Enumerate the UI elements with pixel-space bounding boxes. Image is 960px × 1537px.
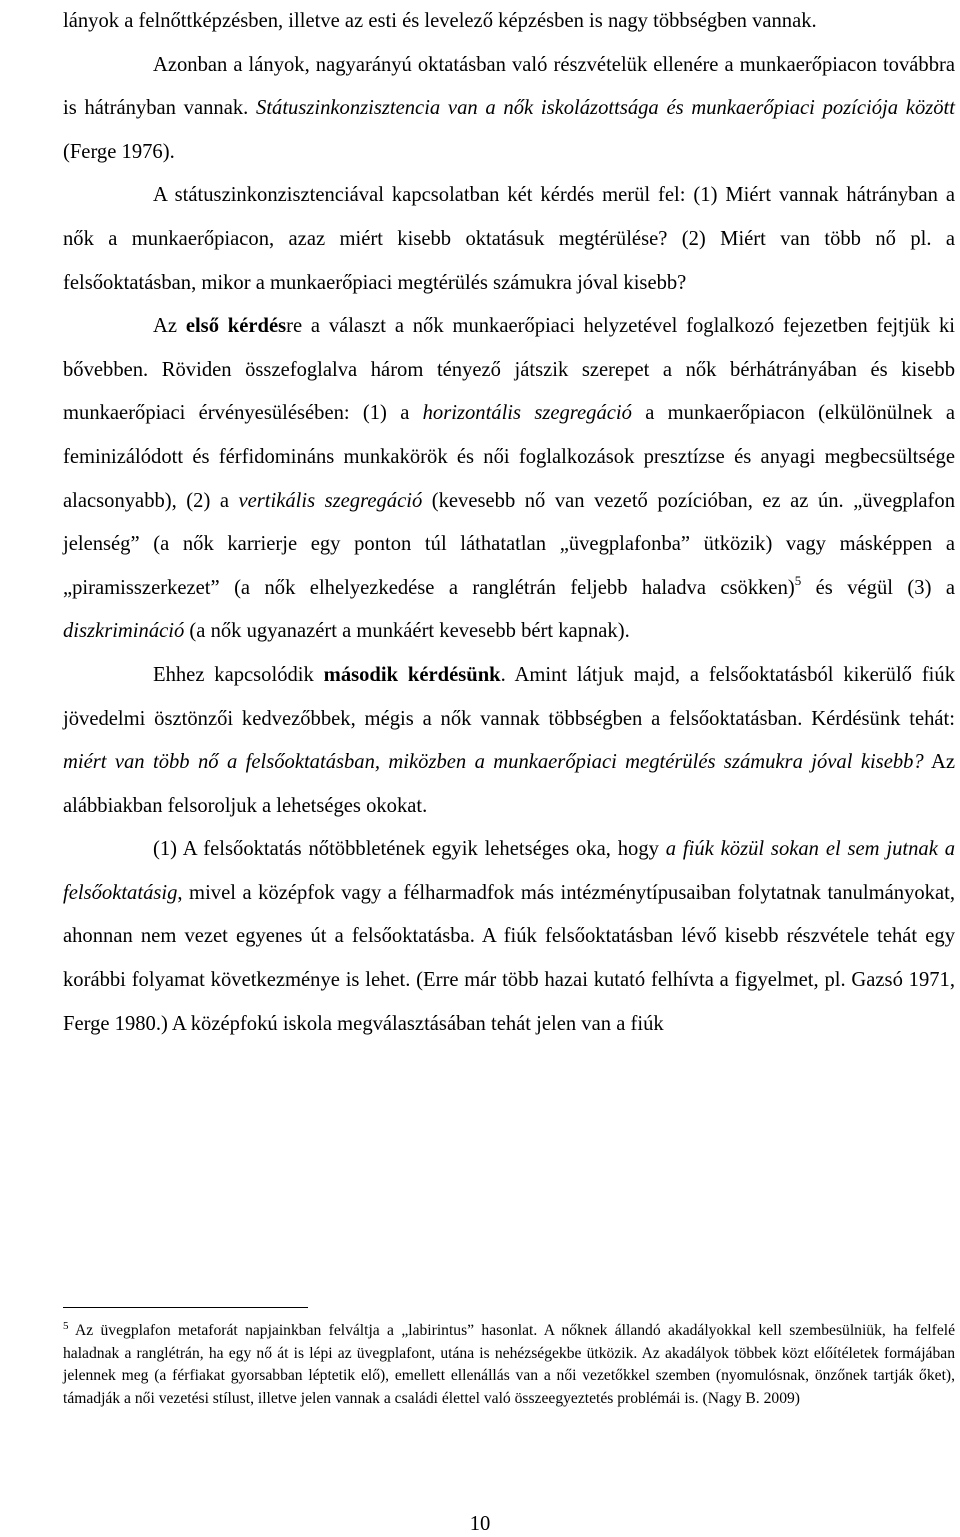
paragraph-6-text-a: (1) A felsőoktatás nőtöbbletének egyik lehetséges oka, hogy [153,838,666,861]
footnote-number: 5 [63,1320,69,1332]
paragraph-4-text-g: (kevesebb nő van vezető pozícióban, ez az ún. „üvegplafon jelenség” (a nők karrierje egy ponton túl láthatatlan „üvegplafonba” ütközik) vagy másképpen a „piramisszerkezet” (a nők elhelyezkedése a ranglétrán feljebb haladva csökken) [63,489,955,599]
paragraph-5 [63,654,955,828]
paragraph-1 [63,0,955,44]
paragraph-4-italic-discrimination: diszkrimináció [63,620,185,643]
paragraph-6-text-c: , mivel a középfok vagy a félharmadfok más intézménytípusaiban folytatnak tanulmányokat, ahonnan nem vezet egyenes út a felsőoktatásba. A fiúk felsőoktatásban lévő kisebb részvétele tehát egy korábbi folyamat következménye is lehet. (Erre már több hazai kutató felhívta a figyelmet, pl. Gazsó 1971, Ferge 1980.) A középfokú iskola megválasztásában tehát jelen van a fiúk [63,881,955,1035]
document-page [63,0,955,1046]
paragraph-4-italic-vertical: vertikális szegregáció [238,489,423,512]
footnote-text: Az üvegplafon metaforát napjainkban felváltja a „labirintus” hasonlat. A nőknek állandó akadályokkal kell szembesülniük, ha felfelé haladnak a ranglétrán, ha egy nő át is lépi az üvegplafont, utána is nehézségekbe ütközik. Az akadályok többek közt előítéletek formájában jelennek meg (a férfiakat gyorsabban léptetik elő), emellett ellenállás van a női vezetőkkel szemben (nyomulósnak, önzőnek tartják őket), támadják a női vezetési stílust, illetve jelen vannak a családi élettel való összeegyeztetés problémái is. (Nagy B. 2009) [63,1322,955,1407]
paragraph-4-italic-horizontal: horizontális szegregáció [422,402,632,425]
body-text [63,0,955,1046]
paragraph-5-bold: második kérdésünk [323,663,501,686]
paragraph-5-text-e: Az alábbiakban felsoroljuk a lehetséges okokat. [63,751,955,817]
paragraph-4-text-a: Az [153,315,186,338]
paragraph-5-text-a: Ehhez kapcsolódik [153,663,324,686]
paragraph-4 [63,305,955,654]
paragraph-5-text-c: . Amint látjuk majd, a felsőoktatásból kikerülő fiúk jövedelmi ösztönzői kedvezőbbek, mégis a nők vannak többségben a felsőoktatásban. Kérdésünk tehát: [63,663,955,730]
paragraph-4-text-i: és végül (3) a [801,576,955,599]
paragraph-3 [63,174,955,305]
paragraph-3-text: A státuszinkonzisztenciával kapcsolatban két kérdés merül fel: (1) Miért vannak hátrányban a nők a munkaerőpiacon, azaz miért kisebb oktatásuk megtérülése? (2) Miért van több nő pl. a felsőoktatásban, mikor a munkaerőpiaci megtérülés számukra jóval kisebb? [63,184,955,294]
paragraph-4-bold: első kérdés [185,315,287,338]
paragraph-4-text-c: re a választ a nők munkaerőpiaci helyzetével foglalkozó fejezetben fejtjük ki bővebben. Röviden összefoglalva három tényező játszik szerepet a nők bérhátrányában és kisebb munkaerőpiaci érvényesülésében: (1) a [63,315,955,425]
paragraph-6 [63,828,955,1046]
paragraph-4-text-e: a munkaerőpiacon (elkülönülnek a feminizálódott és férfidomináns munkakörök és női foglalkozások presztízse és anyagi megbecsültsége alacsonyabb), (2) a [63,402,955,512]
paragraph-2-text-a: Azonban a lányok, nagyarányú oktatásban való részvételük ellenére a munkaerőpiacon továbbra is hátrányban vannak. [63,53,955,120]
paragraph-5-italic-question: miért van több nő a felsőoktatásban, miközben a munkaerőpiaci megtérülés számukra jóval kisebb? [63,751,924,774]
page-number: 10 [469,1513,491,1535]
paragraph-6-italic: a fiúk közül sokan el sem jutnak a felsőoktatásig [63,838,955,904]
paragraph-2 [63,44,955,175]
footnote [63,1320,955,1410]
paragraph-2-text-c: (Ferge 1976). [63,140,175,163]
paragraph-1-text: lányok a felnőttképzésben, illetve az esti és levelező képzésben is nagy többségben vannak. [63,10,817,32]
paragraph-4-text-k: (a nők ugyanazért a munkáért kevesebb bért kapnak). [184,620,630,643]
paragraph-2-italic: Státuszinkonzisztencia van a nők iskolázottsága és munkaerőpiaci pozíciója között [256,97,955,120]
footnote-reference[interactable]: 5 [794,572,802,588]
footnote-divider [63,1307,308,1308]
